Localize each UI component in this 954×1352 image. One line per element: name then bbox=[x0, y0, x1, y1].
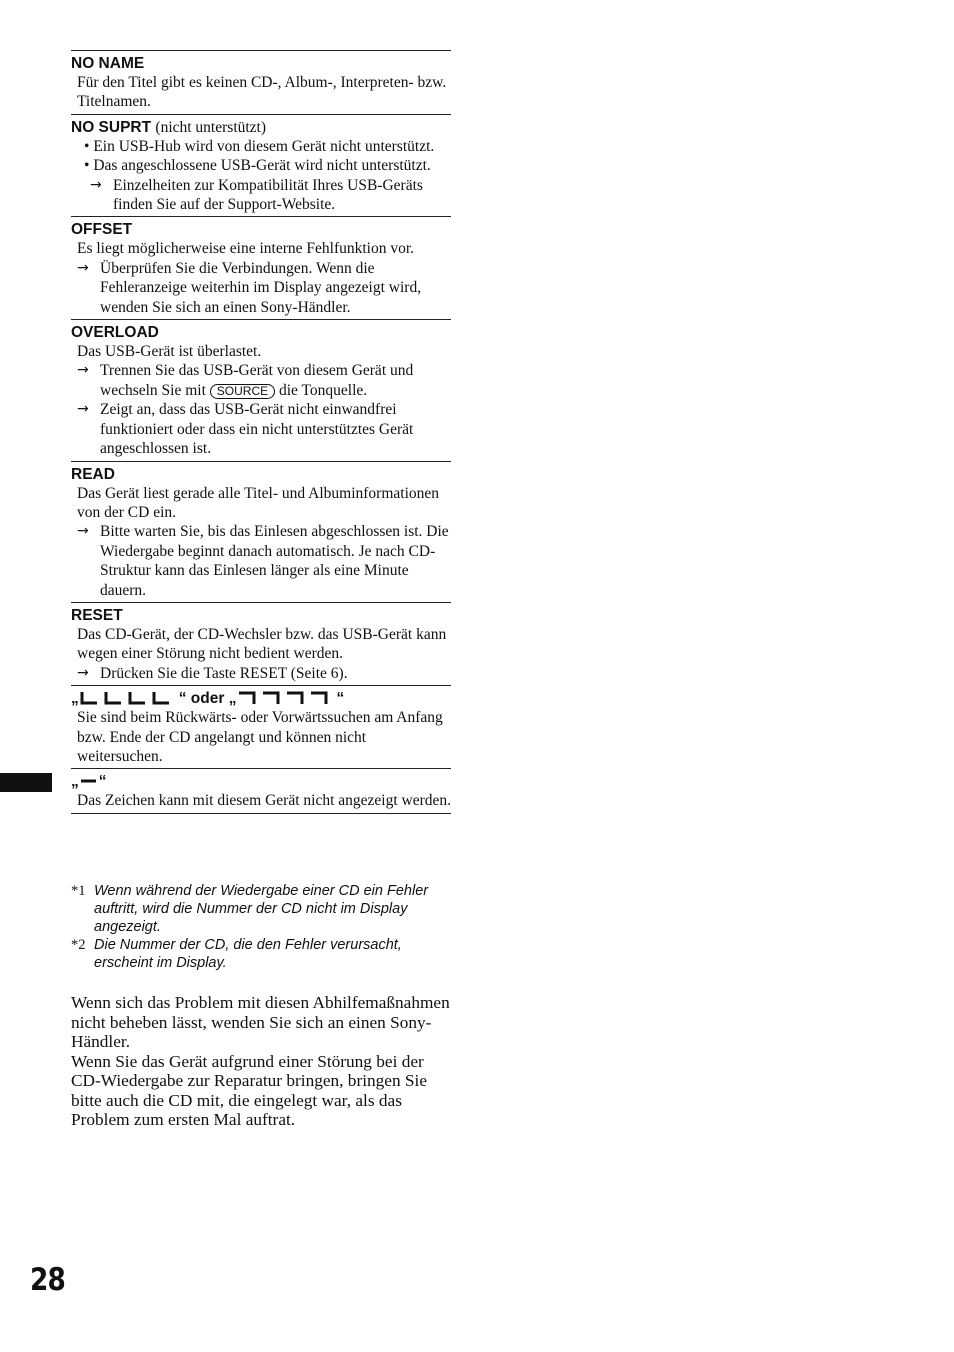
arrow-item: → Zeigt an, dass das USB-Gerät nicht einwandfrei funktioniert oder dass ein nicht unterstütztes Gerät angeschlossen ist. bbox=[77, 401, 414, 458]
desc: Das CD-Gerät, der CD-Wechsler bzw. das USB-Gerät kann wegen einer Störung nicht bedient werden. bbox=[77, 625, 447, 663]
term-overload: OVERLOAD bbox=[71, 324, 159, 342]
arrow-icon: → bbox=[77, 401, 89, 418]
footnote: *1 Wenn während der Wiedergabe einer CD ein Fehler auftritt, wird die Nummer der CD nicht im Display angezeigt. bbox=[71, 883, 429, 935]
term-offset: OFFSET bbox=[71, 221, 133, 239]
term-suffix: (nicht unterstützt) bbox=[155, 118, 267, 136]
desc: Für den Titel gibt es keinen CD-, Album-, Interpreten- bzw. Titelnamen. bbox=[77, 74, 447, 111]
desc: Sie sind beim Rückwärts- oder Vorwärtssuchen am Anfang bzw. Ende der CD angelangt und können nicht weitersuchen. bbox=[77, 709, 443, 765]
entry-search-end-symbols bbox=[71, 685, 451, 768]
arrow-icon: → bbox=[90, 176, 102, 193]
footnote: *2 Die Nummer der CD, die den Fehler verursacht, erscheint im Display. bbox=[71, 937, 402, 971]
entry-read bbox=[71, 461, 451, 602]
footnote-marker: *2 bbox=[71, 937, 86, 953]
term-label: NO SUPRT bbox=[71, 118, 152, 136]
desc: Es liegt möglicherweise eine interne Fehlfunktion vor. bbox=[77, 240, 415, 258]
entry-no-name bbox=[71, 50, 451, 114]
bullet-item: • Ein USB-Hub wird von diesem Gerät nicht unterstützt. bbox=[84, 137, 435, 155]
entry-no-suprt bbox=[71, 114, 451, 217]
term-read: READ bbox=[71, 465, 115, 483]
term-reset: RESET bbox=[71, 606, 123, 624]
bullet-glyph: • bbox=[84, 157, 90, 175]
entry-reset bbox=[71, 602, 451, 685]
arrow-icon: → bbox=[77, 362, 89, 379]
desc: Das Gerät liest gerade alle Titel- und Albuminformationen von der CD ein. bbox=[77, 484, 440, 521]
bullet-glyph: • bbox=[84, 137, 90, 155]
arrow-item: → Bitte warten Sie, bis das Einlesen abgeschlossen ist. Die Wiedergabe beginnt danach automatisch. Je nach CD-Struktur kann das Einlesen länger als eine Minute dauern. bbox=[77, 523, 449, 599]
dash-segment-icon bbox=[79, 774, 99, 788]
term-unsupported-char-symbol: „ “ bbox=[71, 773, 107, 791]
entry-offset bbox=[71, 216, 451, 319]
arrow-icon: → bbox=[77, 523, 89, 540]
arrow-item: → Einzelheiten zur Kompatibilität Ihres USB-Geräts finden Sie auf der Support-Website. bbox=[90, 176, 423, 214]
closing-text: Wenn sich das Problem mit diesen Abhilfemaßnahmen nicht beheben lässt, wenden Sie sich an einen Sony-Händler. bbox=[71, 993, 450, 1051]
section-tab-marker bbox=[0, 773, 52, 792]
desc: Das Zeichen kann mit diesem Gerät nicht angezeigt werden. bbox=[77, 792, 452, 810]
arrow-item: → Drücken Sie die Taste RESET (Seite 6). bbox=[77, 664, 348, 682]
source-button-symbol: SOURCE bbox=[210, 384, 275, 399]
arrow-item: → Trennen Sie das USB-Gerät von diesem Gerät und wechseln Sie mit SOURCE die Tonquelle. bbox=[77, 362, 414, 399]
term-search-end-symbols: „ “ oder „ “ bbox=[71, 690, 345, 708]
arrow-icon: → bbox=[77, 664, 89, 681]
lower-left-segments-icon bbox=[79, 691, 179, 705]
footnotes bbox=[71, 882, 451, 972]
closing-paragraph bbox=[71, 993, 456, 1130]
page-number: 28 bbox=[30, 1262, 65, 1298]
entry-unsupported-char-symbol bbox=[71, 768, 451, 813]
arrow-item: → Überprüfen Sie die Verbindungen. Wenn die Fehleranzeige weiterhin im Display angezeigt wird, wenden Sie sich an einen Sony-Händler. bbox=[77, 259, 422, 316]
arrow-icon: → bbox=[77, 259, 89, 276]
footnote-marker: *1 bbox=[71, 883, 86, 899]
desc: Das USB-Gerät ist überlastet. bbox=[77, 343, 262, 361]
error-message-list bbox=[71, 50, 451, 814]
closing-text: Wenn Sie das Gerät aufgrund einer Störung bei der CD-Wiedergabe zur Reparatur bringen, bringen Sie bitte auch die CD mit, die eingelegt war, als das Problem zum ersten Mal auftrat. bbox=[71, 1051, 428, 1129]
bullet-item: • Das angeschlossene USB-Gerät wird nicht unterstützt. bbox=[84, 157, 431, 175]
entry-overload bbox=[71, 319, 451, 460]
term-no-name: NO NAME bbox=[71, 55, 145, 72]
upper-right-segments-icon bbox=[236, 691, 336, 705]
term-no-suprt bbox=[71, 118, 451, 137]
